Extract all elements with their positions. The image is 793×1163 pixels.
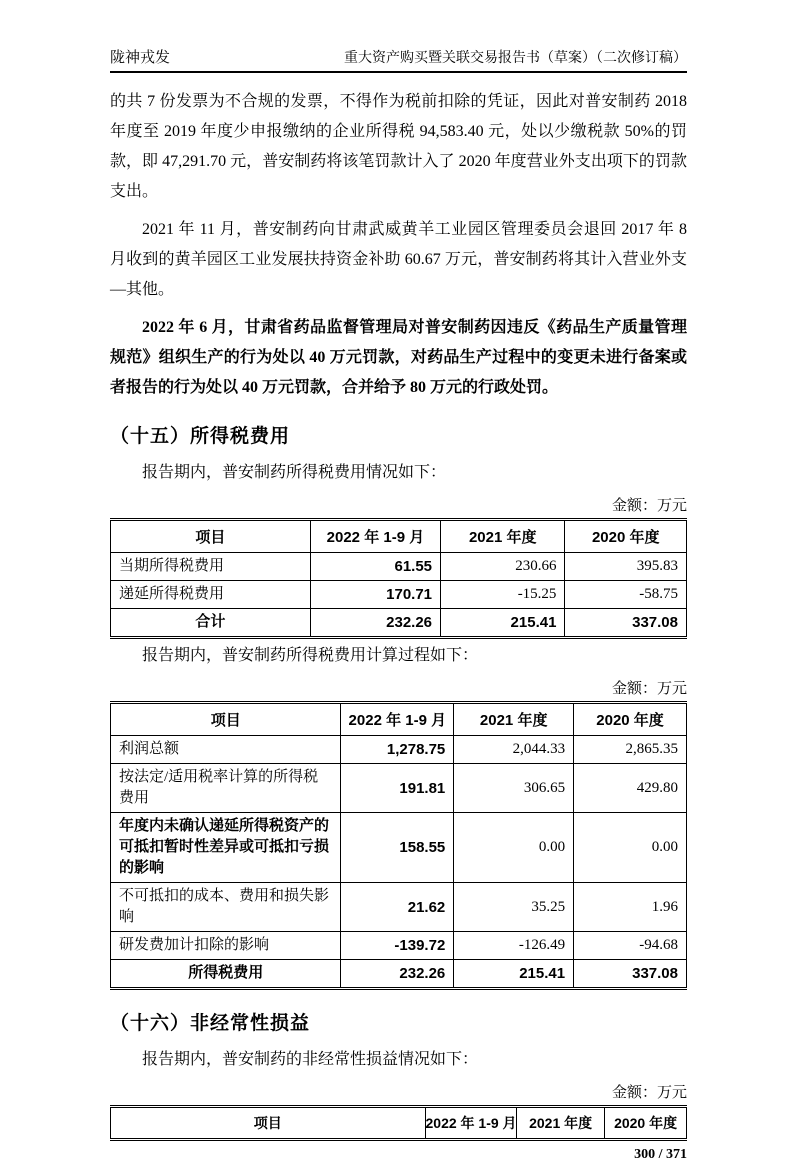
cell-value: 1,278.75	[341, 736, 454, 764]
row-label: 当期所得税费用	[111, 553, 311, 581]
column-header: 2020 年度	[574, 703, 687, 736]
income-tax-expense-table	[110, 518, 687, 639]
cell-value: 191.81	[341, 764, 454, 813]
cell-value: 429.80	[574, 764, 687, 813]
header-company-name: 陇神戎发	[110, 50, 171, 66]
cell-value: 2,044.33	[454, 736, 574, 764]
column-header: 2022 年 1-9 月	[310, 520, 440, 553]
header-report-title: 重大资产购买暨关联交易报告书（草案）（二次修订稿）	[344, 51, 687, 66]
table-row	[111, 813, 687, 883]
cell-value: 158.55	[341, 813, 454, 883]
row-label: 合计	[111, 609, 311, 638]
cell-value: 2,865.35	[574, 736, 687, 764]
cell-value: -139.72	[341, 932, 454, 960]
cell-value: 230.66	[441, 553, 565, 581]
cell-value: 61.55	[310, 553, 440, 581]
table-row	[111, 609, 687, 638]
row-label: 不可抵扣的成本、费用和损失影响	[111, 883, 341, 932]
table-row	[111, 883, 687, 932]
section-heading-16: （十六）非经常性损益	[110, 1013, 311, 1034]
table-row	[111, 581, 687, 609]
cell-value: 395.83	[565, 553, 687, 581]
table-row	[111, 960, 687, 989]
table-row	[111, 764, 687, 813]
section-15-intro: 报告期内，普安制药所得税费用情况如下：	[142, 464, 447, 481]
column-header: 2022 年 1-9 月	[341, 703, 454, 736]
column-header: 2021 年度	[441, 520, 565, 553]
section-16-intro: 报告期内，普安制药的非经常性损益情况如下：	[142, 1051, 479, 1068]
unit-label: 金额：万元	[611, 1085, 687, 1101]
unit-label: 金额：万元	[611, 681, 687, 697]
cell-value: 215.41	[454, 960, 574, 989]
row-label: 递延所得税费用	[111, 581, 311, 609]
row-label: 利润总额	[111, 736, 341, 764]
cell-value: 21.62	[341, 883, 454, 932]
row-label: 所得税费用	[111, 960, 341, 989]
cell-value: -94.68	[574, 932, 687, 960]
column-header: 2021 年度	[454, 703, 574, 736]
unit-label: 金额：万元	[611, 498, 687, 514]
income-tax-calculation-table	[110, 701, 687, 990]
cell-value: 306.65	[454, 764, 574, 813]
non-recurring-items-table	[110, 1105, 687, 1141]
column-header: 2020 年度	[565, 520, 687, 553]
section-heading-15: （十五）所得税费用	[110, 426, 291, 447]
page-number: 300 / 371	[634, 1147, 687, 1162]
column-header: 2020 年度	[605, 1107, 687, 1140]
cell-value: 170.71	[310, 581, 440, 609]
paragraph-tax-penalty: 的共 7 份发票为不合规的发票，不得作为税前扣除的凭证，因此对普安制药 2018 年度至 2019 年度少申报缴纳的企业所得税 94,583.40 元，处以少缴税款 50%的罚款，即 47,291.70 元，普安制药将该笔罚款计入了 2020 年度营业外支出项下的罚款支出。	[110, 93, 687, 200]
row-label: 年度内未确认递延所得税资产的可抵扣暂时性差异或可抵扣亏损的影响	[111, 813, 341, 883]
cell-value: 1.96	[574, 883, 687, 932]
column-header: 2021 年度	[517, 1107, 605, 1140]
cell-value: 215.41	[441, 609, 565, 638]
column-header: 项目	[111, 1107, 426, 1140]
row-label: 按法定/适用税率计算的所得税费用	[111, 764, 341, 813]
cell-value: 0.00	[574, 813, 687, 883]
cell-value: 232.26	[341, 960, 454, 989]
table-row	[111, 932, 687, 960]
page-header	[110, 46, 687, 73]
cell-value: 337.08	[574, 960, 687, 989]
paragraph-gmp-penalty: 2022 年 6 月，甘肃省药品监督管理局对普安制药因违反《药品生产质量管理规范》组织生产的行为处以 40 万元罚款，对药品生产过程中的变更未进行备案或者报告的行为处以 40 万元罚款，合并给予 80 万元的行政处罚。	[110, 319, 687, 396]
column-header: 项目	[111, 703, 341, 736]
column-header: 2022 年 1-9 月	[425, 1107, 517, 1140]
cell-value: 337.08	[565, 609, 687, 638]
cell-value: -15.25	[441, 581, 565, 609]
paragraph-subsidy-return: 2021 年 11 月，普安制药向甘肃武威黄羊工业园区管理委员会退回 2017 年 8 月收到的黄羊园区工业发展扶持资金补助 60.67 万元，普安制药将其计入营业外支—其他。	[110, 221, 687, 298]
cell-value: 0.00	[454, 813, 574, 883]
cell-value: -58.75	[565, 581, 687, 609]
table-row	[111, 553, 687, 581]
section-15-intro-2: 报告期内，普安制药所得税费用计算过程如下：	[142, 647, 479, 664]
row-label: 研发费加计扣除的影响	[111, 932, 341, 960]
cell-value: 35.25	[454, 883, 574, 932]
column-header: 项目	[111, 520, 311, 553]
cell-value: -126.49	[454, 932, 574, 960]
cell-value: 232.26	[310, 609, 440, 638]
table-row	[111, 736, 687, 764]
